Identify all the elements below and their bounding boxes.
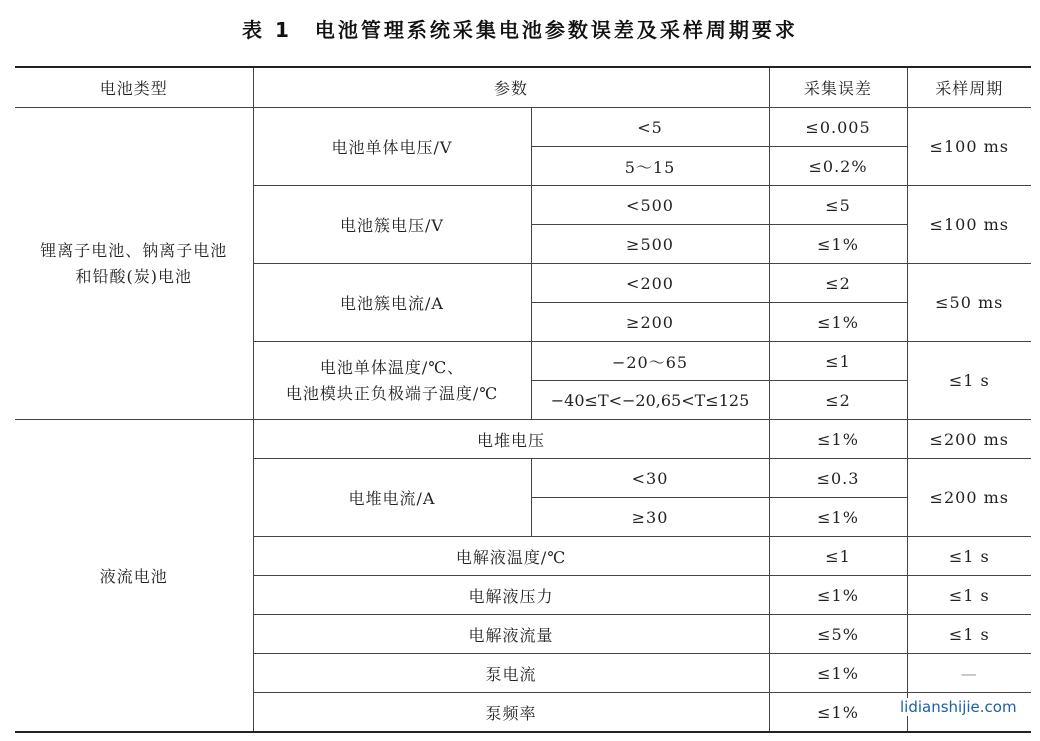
header-row (15, 67, 1031, 108)
param-pump-current: 泵电流 (253, 654, 769, 693)
range-cell: ≥500 (531, 225, 769, 264)
battery-type-line: 锂离子电池、钠离子电池 (40, 240, 228, 260)
period-cell: ≤200 ms (907, 459, 1031, 537)
period-cell: ≤1 s (907, 576, 1031, 615)
error-cell: ≤1 (769, 342, 907, 381)
battery-type-lithium (15, 108, 253, 420)
table-row (15, 420, 1031, 459)
error-cell: ≤1% (769, 225, 907, 264)
error-cell: ≤1% (769, 693, 907, 733)
range-cell: 5～15 (531, 147, 769, 186)
header-error: 采集误差 (769, 67, 907, 108)
range-cell: −20～65 (531, 342, 769, 381)
range-cell: −40≤T<−20,65<T≤125 (531, 381, 769, 420)
battery-parameter-table (15, 66, 1031, 733)
table-row (15, 108, 1031, 147)
period-cell: ≤50 ms (907, 264, 1031, 342)
watermark-text: lidianshijie.com (900, 698, 1017, 716)
range-cell: ≥30 (531, 498, 769, 537)
param-electrolyte-flow: 电解液流量 (253, 615, 769, 654)
period-cell: ≤1 s (907, 342, 1031, 420)
error-cell: ≤1 (769, 537, 907, 576)
table-title: 表 1 电池管理系统采集电池参数误差及采样周期要求 (242, 18, 798, 42)
range-cell: <500 (531, 186, 769, 225)
param-cell-voltage: 电池单体电压/V (253, 108, 531, 186)
battery-type-line: 和铅酸(炭)电池 (75, 266, 192, 286)
period-cell: ≤1 s (907, 537, 1031, 576)
param-stack-current: 电堆电流/A (253, 459, 531, 537)
period-cell: — (907, 654, 1031, 693)
error-cell: ≤0.005 (769, 108, 907, 147)
error-cell: ≤5% (769, 615, 907, 654)
error-cell: ≤0.3 (769, 459, 907, 498)
error-cell: ≤1% (769, 420, 907, 459)
error-cell: ≤2 (769, 264, 907, 303)
range-cell: <200 (531, 264, 769, 303)
period-cell: ≤1 s (907, 615, 1031, 654)
param-pump-frequency: 泵频率 (253, 693, 769, 733)
period-cell: ≤100 ms (907, 186, 1031, 264)
param-cluster-voltage: 电池簇电压/V (253, 186, 531, 264)
header-battery-type: 电池类型 (15, 67, 253, 108)
param-temperature-line: 电池模块正负极端子温度/℃ (285, 383, 499, 403)
error-cell: ≤1% (769, 303, 907, 342)
header-period: 采样周期 (907, 67, 1031, 108)
param-electrolyte-temperature: 电解液温度/℃ (253, 537, 769, 576)
error-cell: ≤1% (769, 654, 907, 693)
param-temperature (253, 342, 531, 420)
param-cluster-current: 电池簇电流/A (253, 264, 531, 342)
battery-type-flow: 液流电池 (15, 420, 253, 733)
range-cell: <5 (531, 108, 769, 147)
error-cell: ≤1% (769, 576, 907, 615)
range-cell: <30 (531, 459, 769, 498)
period-cell: ≤200 ms (907, 420, 1031, 459)
param-temperature-line: 电池单体温度/℃、 (319, 357, 465, 377)
param-electrolyte-pressure: 电解液压力 (253, 576, 769, 615)
param-stack-voltage: 电堆电压 (253, 420, 769, 459)
error-cell: ≤2 (769, 381, 907, 420)
header-parameter: 参数 (253, 67, 769, 108)
error-cell: ≤0.2% (769, 147, 907, 186)
error-cell: ≤1% (769, 498, 907, 537)
period-cell: ≤100 ms (907, 108, 1031, 186)
range-cell: ≥200 (531, 303, 769, 342)
error-cell: ≤5 (769, 186, 907, 225)
